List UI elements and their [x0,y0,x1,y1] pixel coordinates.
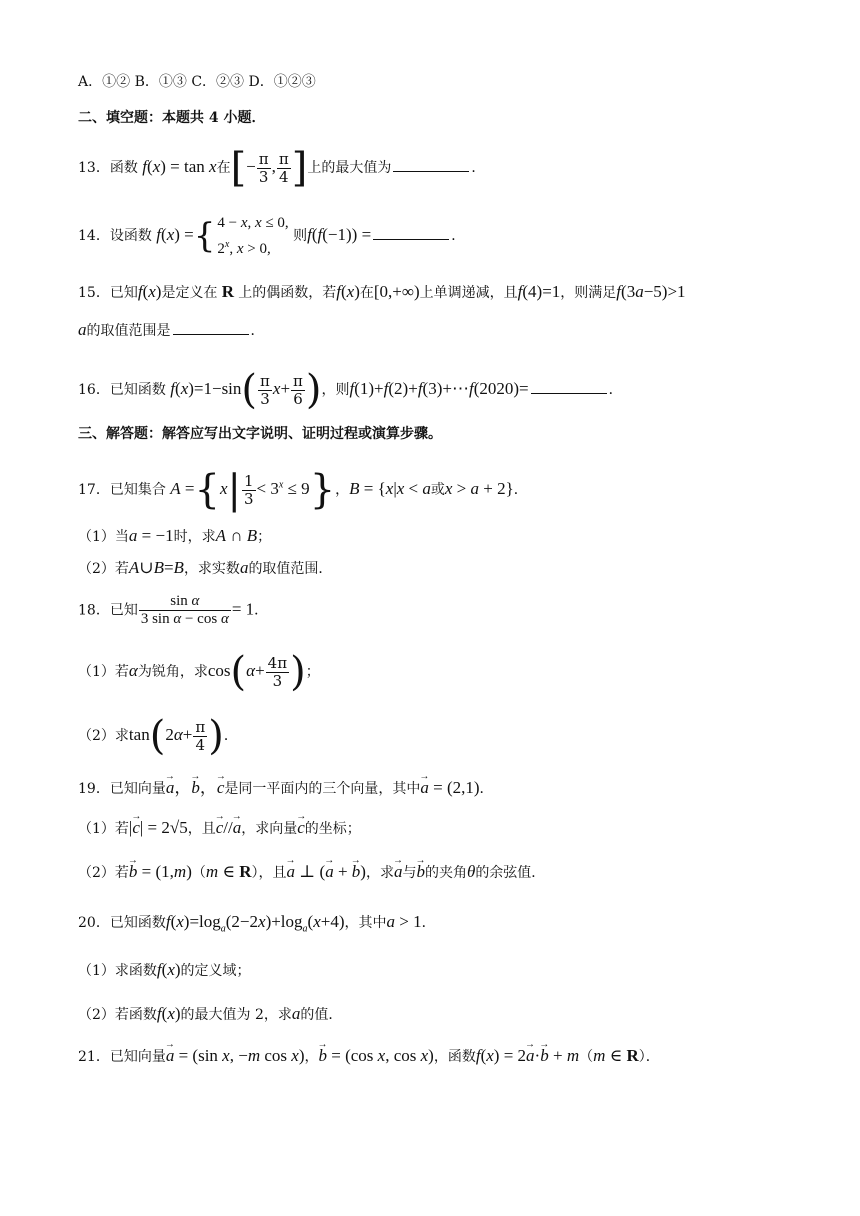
answer-blank [531,379,607,394]
section-3-title: 三、解答题：解答应写出文字说明、证明过程或演算步骤。 [78,426,442,442]
question-18-part-1: （1）若α为锐角，求cos(α+ $\frac{4\pi}{3}$ )； [78,649,320,695]
option-d: D．①②③ [248,74,316,90]
options-line [78,72,316,92]
section-2-title: 二、填空题：本题共 4 小题． [78,110,266,126]
question-13: 13．函数 f(x) = tan x在[− $\frac{\pi}{3}$ , $\frac{\pi}{4}$ ]上的最大值为 ． [78,145,486,191]
question-17-part-2: （2）若A∪B=B，求实数a的取值范围． [78,558,333,577]
answer-blank [393,157,469,172]
answer-blank [373,225,449,240]
question-20-part-2: （2）若函数f(x)的最大值为 2，求a的值． [78,1004,343,1023]
question-21: 21．已知向量→ a = (sin x, −m cos x)，→ b = (cos x, cos x)，函数f(x) = 2→ a·→ b + m（m ∈ R）． [78,1046,660,1067]
question-14: 14．设函数 f(x) ={ 4 − x, x ≤ 0, 2$^x$, x > 0, 则f(f(−1)) = ． [78,215,466,257]
option-c: C．②③ [191,74,245,90]
option-a: A．①② [78,74,131,90]
option-b: B．①③ [134,74,187,90]
question-15-cont: a的取值范围是 ． [78,320,265,339]
question-17-part-1: （1）当a = −1时，求A ∩ B； [78,526,272,545]
question-19-part-1: （1）若|→ c| = 2√5，且→ c//→ a，求向量→ c的坐标； [78,818,361,839]
question-19: 19．已知向量→ a，→ b，→ c是同一平面内的三个向量，其中→ a = (2,1)． [78,778,494,799]
question-20-part-1: （1）求函数f(x)的定义域； [78,960,251,979]
question-19-part-2: （2）若→ b = (1,m)（m ∈ R），且→ a ⊥ (→ a + → b)，求→ a与→ b的夹角θ的余弦值． [78,862,545,883]
question-18-part-2: （2）求tan(2α+ $\frac{\pi}{4}$ )． [78,713,238,759]
question-18: 18．已知 $\frac{\text{sin α}}{\text{3 sin α − cos α}}$ = 1． [78,593,269,627]
question-17: 17．已知集合 A ={x| $\frac{1}{3}$ < $3^x \le 9$}，B = {x|x < a或x > a + 2}． [78,467,528,513]
question-15: 15．已知f(x)是定义在 R 上的偶函数，若f(x)在[0,+∞)上单调递减，且f(4)=1，则满足f(3a−5)>1 [78,282,686,301]
answer-blank [173,320,249,335]
question-20: 20．已知函数$f(x)=\log_a(2-2x)+\log_a(x+4)$，其中a > 1． [78,912,436,935]
question-16: 16．已知函数 f(x)=1−sin( $\frac{\pi}{3}$ x+ $\frac{\pi}{6}$ )，则f(1)+f(2)+f(3)+⋯f(2020)= ． [78,367,623,413]
